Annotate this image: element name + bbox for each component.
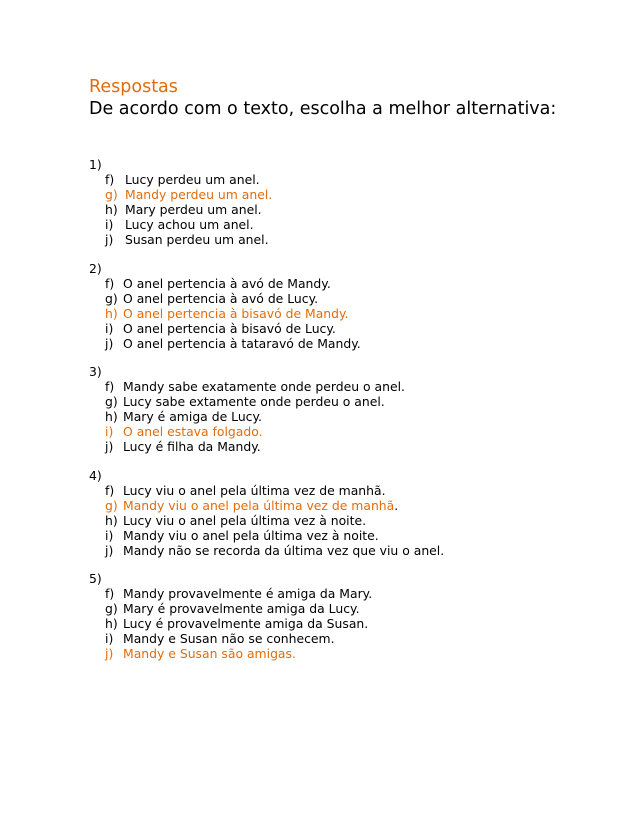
- option-text: Mary é amiga de Lucy.: [123, 409, 262, 424]
- option-letter: g): [105, 187, 118, 202]
- option: [105, 483, 619, 498]
- option-text: O anel pertencia à avó de Lucy.: [123, 290, 319, 306]
- option-list: [89, 172, 619, 247]
- option: [105, 394, 619, 409]
- option-text: Mandy e Susan são amigas.: [123, 646, 296, 661]
- option-text: Lucy sabe extamente onde perdeu o anel.: [123, 394, 385, 409]
- option: [105, 646, 619, 661]
- option-letter: f): [105, 482, 115, 498]
- header: [89, 76, 609, 121]
- option: [105, 631, 619, 646]
- option-text: Mary perdeu um anel.: [125, 202, 262, 217]
- option-list: [89, 586, 619, 661]
- option-letter: j): [105, 646, 114, 661]
- option-text: Lucy achou um anel.: [125, 217, 254, 232]
- option-letter: f): [105, 172, 115, 187]
- question-3: [89, 364, 619, 454]
- option-letter: f): [105, 379, 115, 394]
- question-1: [89, 157, 619, 247]
- option-text: O anel pertencia à tataravó de Mandy.: [123, 335, 361, 351]
- option: [105, 172, 619, 187]
- option-suffix: .: [394, 497, 399, 513]
- option: [105, 306, 619, 321]
- option-text: Susan perdeu um anel.: [125, 232, 269, 247]
- option: [105, 276, 619, 291]
- option: [105, 513, 619, 528]
- option-letter: i): [105, 320, 114, 336]
- option-text: Mandy sabe exatamente onde perdeu o anel.: [123, 379, 405, 394]
- option: [105, 336, 619, 351]
- option-letter: i): [105, 527, 114, 543]
- option-letter: g): [105, 394, 118, 409]
- question-number: 3): [89, 364, 102, 379]
- option-text: Mandy perdeu um anel.: [125, 187, 273, 202]
- option-letter: j): [105, 335, 114, 351]
- option: [105, 187, 619, 202]
- option-text: Mandy viu o anel pela última vez à noite.: [123, 527, 379, 543]
- option: [105, 424, 619, 439]
- option: [105, 601, 619, 616]
- option-letter: h): [105, 409, 118, 424]
- option: [105, 586, 619, 601]
- option-text: Lucy viu o anel pela última vez à noite.: [123, 512, 367, 528]
- option: [105, 498, 619, 513]
- option-list: [89, 276, 619, 351]
- option: [105, 528, 619, 543]
- question-2: [89, 261, 619, 351]
- instruction: De acordo com o texto, escolha a melhor alternativa:: [89, 99, 557, 119]
- option-letter: j): [105, 542, 114, 558]
- option-letter: j): [105, 232, 114, 247]
- question-number: 2): [89, 260, 102, 276]
- question-number: 5): [89, 571, 102, 586]
- question-number: 1): [89, 157, 102, 172]
- option-letter: h): [105, 616, 118, 631]
- option-letter: i): [105, 217, 114, 232]
- option: [105, 232, 619, 247]
- question-4: [89, 468, 619, 558]
- option-text: O anel pertencia à bisavó de Lucy.: [123, 320, 336, 336]
- option-letter: g): [105, 290, 118, 306]
- option-letter: h): [105, 512, 118, 528]
- option-text: Lucy é filha da Mandy.: [123, 439, 261, 454]
- option-letter: h): [105, 305, 118, 321]
- option-list: [89, 483, 619, 558]
- option: [105, 439, 619, 454]
- option-text: Mandy e Susan não se conhecem.: [123, 631, 335, 646]
- option-text: Mandy provavelmente é amiga da Mary.: [123, 586, 373, 601]
- option-text: Mary é provavelmente amiga da Lucy.: [123, 601, 360, 616]
- option-letter: f): [105, 275, 115, 291]
- option-letter: g): [105, 497, 118, 513]
- option-letter: j): [105, 439, 114, 454]
- option: [105, 409, 619, 424]
- option-text: O anel pertencia à avó de Mandy.: [123, 275, 331, 291]
- option: [105, 321, 619, 336]
- option-text: Lucy perdeu um anel.: [125, 172, 260, 187]
- option-letter: i): [105, 424, 114, 439]
- option-text: Mandy não se recorda da última vez que viu o anel.: [123, 542, 445, 558]
- option-text: O anel estava folgado.: [123, 424, 263, 439]
- option-letter: h): [105, 202, 118, 217]
- question-5: [89, 571, 619, 661]
- option: [105, 379, 619, 394]
- option-list: [89, 379, 619, 454]
- option: [105, 217, 619, 232]
- option: [105, 543, 619, 558]
- option-letter: f): [105, 586, 115, 601]
- question-list: [89, 157, 619, 675]
- option: [105, 616, 619, 631]
- option-letter: g): [105, 601, 118, 616]
- option-text: O anel pertencia à bisavó de Mandy.: [123, 305, 349, 321]
- question-number: 4): [89, 467, 102, 483]
- option-text: Lucy é provavelmente amiga da Susan.: [123, 616, 369, 631]
- option-text: Lucy viu o anel pela última vez de manhã.: [123, 482, 386, 498]
- option-text: Mandy viu o anel pela última vez de manhã: [123, 497, 395, 513]
- option-letter: i): [105, 631, 114, 646]
- page-title: Respostas: [89, 77, 178, 97]
- option: [105, 291, 619, 306]
- option: [105, 202, 619, 217]
